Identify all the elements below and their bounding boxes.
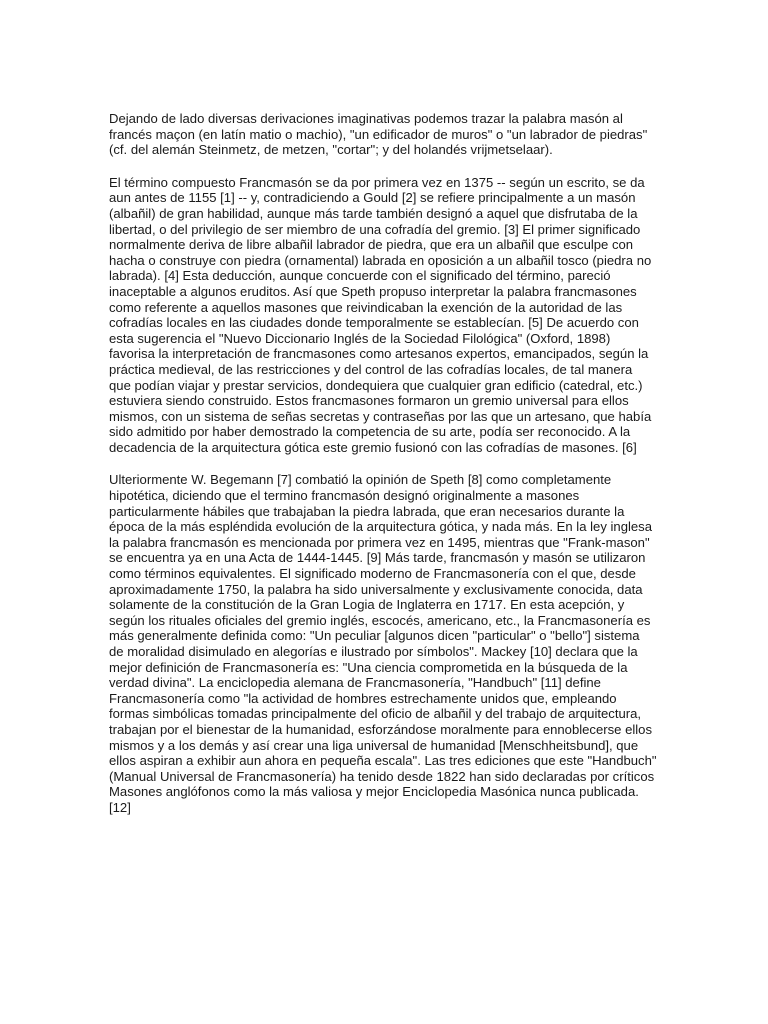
paragraph-modern-meaning: Ulteriormente W. Begemann [7] combatió la opinión de Speth [8] como completamente hipotética, diciendo que el termino francmasón designó originalmente a masones particularmente hábiles que trabajaban la piedra labrada, que eran necesarios durante la época de la más espléndida evolución de la arquitectura gótica, y nada más. En la ley inglesa la palabra francmasón es mencionada por primera vez en 1495, mientras que "Frank-mason" se encuentra ya en una Acta de 1444-1445. [9] Más tarde, francmasón y masón se utilizaron como términos equivalentes. El significado moderno de Francmasonería con el que, desde aproximadamente 1750, la palabra ha sido universalmente y exclusivamente conocida, data solamente de la constitución de la Gran Logia de Inglaterra en 1717. En esta acepción, y según los rituales oficiales del gremio inglés, escocés, americano, etc., la Francmasonería es más generalmente definida como: "Un peculiar [algunos dicen "particular" o "bello"] sistema de moralidad disimulado en alegorías e ilustrado por símbolos". Mackey [10] declara que la mejor definición de Francmasonería es: "Una ciencia comprometida en la búsqueda de la verdad divina". La enciclopedia alemana de Francmasonería, "Handbuch" [11] define Francmasonería como "la actividad de hombres estrechamente unidos que, empleando formas simbólicas tomadas principalmente del oficio de albañil y del trabajo de arquitectura, trabajan por el bienestar de la humanidad, esforzándose moralmente para ennoblecerse ellos mismos y a los demás y así crear una liga universal de humanidad [Menschheitsbund], que ellos aspiran a exhibir aun ahora en pequeña escala". Las tres ediciones que este "Handbuch" (Manual Universal de Francmasonería) ha tenido desde 1822 han sido declaradas por críticos Masones anglófonos como la más valiosa y mejor Enciclopedia Masónica nunca publicada. [12] [109, 472, 657, 815]
document-body [109, 111, 657, 833]
paragraph-etymology: Dejando de lado diversas derivaciones imaginativas podemos trazar la palabra masón al francés maçon (en latín matio o machio), "un edificador de muros" o "un labrador de piedras" (cf. del alemán Steinmetz, de metzen, "cortar"; y del holandés vrijmetselaar). [109, 111, 648, 158]
paragraph-francmason-origin: El término compuesto Francmasón se da por primera vez en 1375 -- según un escrito, se da aun antes de 1155 [1] -- y, contradiciendo a Gould [2] se refiere principalmente a un masón (albañil) de gran habilidad, aunque más tarde también designó a aquel que disfrutaba de la libertad, o del privilegio de ser miembro de una cofradía del gremio. [3] El primer significado normalmente deriva de libre albañil labrador de piedra, que era un albañil que esculpe con hacha o construye con piedra (ornamental) labrada en oposición a un albañil tosco (piedra no labrada). [4] Esta deducción, aunque concuerde con el significado del término, pareció inaceptable a algunos eruditos. Así que Speth propuso interpretar la palabra francmasones como referente a aquellos masones que reivindicaban la exención de la autoridad de las cofradías locales en las ciudades donde temporalmente se establecían. [5] De acuerdo con esta sugerencia el "Nuevo Diccionario Inglés de la Sociedad Filológica" (Oxford, 1898) favorisa la interpretación de francmasones como artesanos expertos, emancipados, según la práctica medieval, de las restricciones y del control de las cofradías locales, de tal manera que podían viajar y prestar servicios, dondequiera que cualquier gran edificio (catedral, etc.) estuviera siendo construido. Estos francmasones formaron un gremio universal para ellos mismos, con un sistema de señas secretas y contraseñas por las que un artesano, que había sido admitido por haber demostrado la competencia de su arte, podía ser reconocido. A la decadencia de la arquitectura gótica este gremio fusionó con las cofradías de masones. [6] [109, 174, 652, 455]
